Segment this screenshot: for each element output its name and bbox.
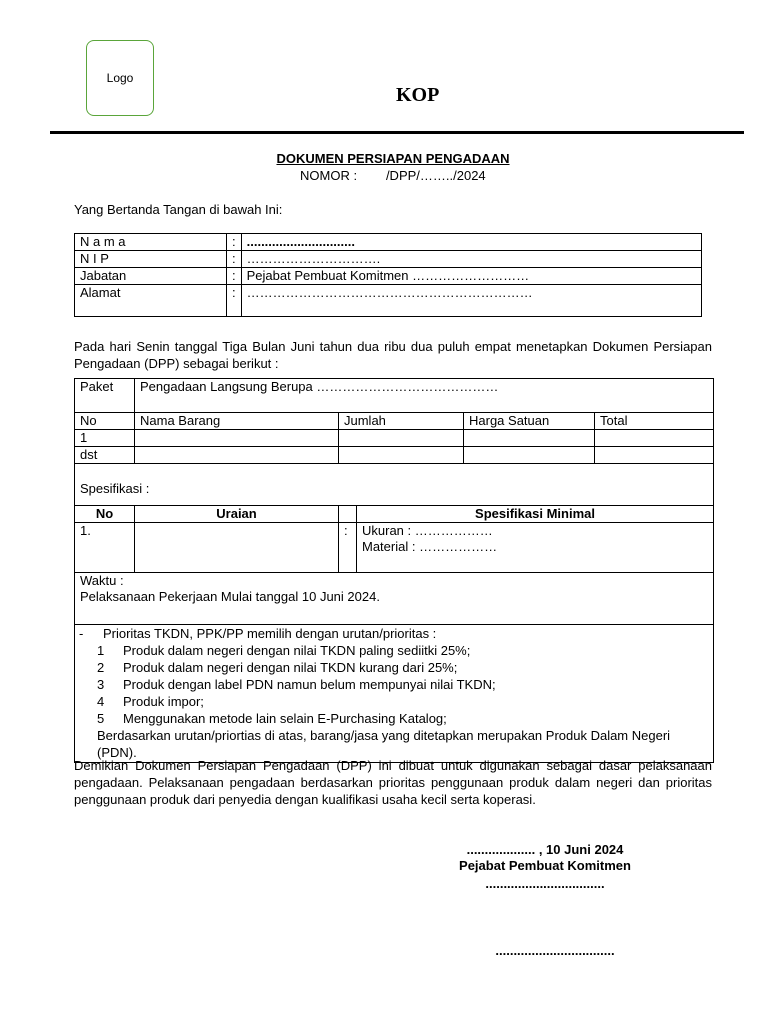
- signature-date: ................... , 10 Juni 2024: [466, 842, 624, 857]
- spec-cell-no: 1.: [75, 523, 135, 573]
- items-cell: [595, 447, 714, 464]
- items-cell: [339, 430, 464, 447]
- identity-sep: :: [227, 234, 242, 251]
- prioritas-item-number: 2: [97, 660, 105, 675]
- prioritas-heading-line: [79, 625, 709, 642]
- items-header-no: No: [75, 413, 135, 430]
- spec-cell-minimal: [357, 523, 714, 573]
- header-divider: [50, 131, 744, 134]
- spec-cell-sep: :: [339, 523, 357, 573]
- prioritas-item: [79, 659, 709, 676]
- identity-label: N I P: [75, 251, 227, 268]
- items-header-row: [75, 413, 714, 430]
- items-cell-no: dst: [75, 447, 135, 464]
- spesifikasi-row: [75, 464, 714, 506]
- waktu-text: Pelaksanaan Pekerjaan Mulai tanggal 10 Juni 2024.: [80, 589, 380, 604]
- intro-text: Yang Bertanda Tangan di bawah Ini:: [74, 202, 283, 217]
- signature-role: Pejabat Pembuat Komitmen: [459, 858, 631, 873]
- identity-row-alamat: [75, 285, 702, 317]
- spec-header-no: No: [75, 506, 135, 523]
- document-title: DOKUMEN PERSIAPAN PENGADAAN: [276, 151, 510, 166]
- prioritas-item-text: Produk dengan label PDN namun belum mempunyai nilai TKDN;: [123, 677, 496, 692]
- prioritas-item-text: Menggunakan metode lain selain E-Purchasing Katalog;: [123, 711, 447, 726]
- prioritas-item-text: Produk impor;: [123, 694, 204, 709]
- items-cell-no: 1: [75, 430, 135, 447]
- spec-header-row: [75, 506, 714, 523]
- identity-value: ………………………….: [241, 251, 701, 268]
- items-cell: [464, 447, 595, 464]
- identity-table: [74, 233, 702, 317]
- identity-label: N a m a: [75, 234, 227, 251]
- items-cell: [595, 430, 714, 447]
- spesifikasi-label: Spesifikasi :: [75, 464, 714, 506]
- items-cell: [464, 430, 595, 447]
- kop-heading: KOP: [396, 84, 440, 106]
- signature-name-line: .................................: [495, 943, 615, 958]
- items-row: [75, 430, 714, 447]
- paket-label: Paket: [75, 379, 135, 413]
- items-cell: [135, 430, 339, 447]
- waktu-cell: [75, 573, 714, 625]
- identity-row-nama: [75, 234, 702, 251]
- items-header-total: Total: [595, 413, 714, 430]
- prioritas-cell: [75, 625, 714, 763]
- spec-material: Material : ………………: [362, 539, 498, 554]
- signature-line: .................................: [485, 876, 605, 891]
- prioritas-item-text: Produk dalam negeri dengan nilai TKDN paling sediitki 25%;: [123, 643, 471, 658]
- prioritas-item-text: Produk dalam negeri dengan nilai TKDN kurang dari 25%;: [123, 660, 458, 675]
- identity-value: Pejabat Pembuat Komitmen ………………………: [241, 268, 701, 285]
- identity-value: …………………………………………………………: [241, 285, 701, 317]
- items-cell: [135, 447, 339, 464]
- logo-label: Logo: [106, 71, 134, 85]
- items-header-nama: Nama Barang: [135, 413, 339, 430]
- prioritas-heading: Prioritas TKDN, PPK/PP memilih dengan urutan/prioritas :: [102, 626, 437, 641]
- document-number: NOMOR : /DPP/……../2024: [300, 168, 486, 183]
- spec-header-uraian: Uraian: [135, 506, 339, 523]
- spec-header-sep: [339, 506, 357, 523]
- logo-placeholder: [86, 40, 154, 116]
- paket-row: [75, 379, 714, 413]
- identity-sep: :: [227, 251, 242, 268]
- paket-value: Pengadaan Langsung Berupa ……………………………………: [135, 379, 714, 413]
- spec-header-minimal: Spesifikasi Minimal: [357, 506, 714, 523]
- prioritas-item-number: 5: [97, 711, 105, 726]
- prioritas-row: [75, 625, 714, 763]
- prioritas-item: [79, 642, 709, 659]
- prioritas-item: [79, 710, 709, 727]
- procurement-table: [74, 378, 714, 763]
- identity-value: ..............................: [241, 234, 701, 251]
- prioritas-item-number: 4: [97, 694, 105, 709]
- prioritas-dash: -: [79, 626, 84, 641]
- spec-ukuran: Ukuran : ………………: [362, 523, 493, 538]
- waktu-row: [75, 573, 714, 625]
- identity-label: Alamat: [75, 285, 227, 317]
- prioritas-item: [79, 676, 709, 693]
- closing-paragraph: Demikian Dokumen Persiapan Pengadaan (DPP) ini dibuat untuk digunakan sebagai dasar pelaksanaan pengadaan. Pelaksanaan pengadaan berdasarkan prioritas penggunaan produk dalam negeri dan prioritas penggunaan produk dari penyedia dengan kualifikasi usaha kecil serta koperasi.: [74, 758, 712, 807]
- spec-row: [75, 523, 714, 573]
- identity-row-jabatan: [75, 268, 702, 285]
- items-header-jumlah: Jumlah: [339, 413, 464, 430]
- items-header-harga: Harga Satuan: [464, 413, 595, 430]
- prioritas-item: [79, 693, 709, 710]
- identity-row-nip: [75, 251, 702, 268]
- identity-sep: :: [227, 268, 242, 285]
- identity-label: Jabatan: [75, 268, 227, 285]
- prioritas-list: [79, 642, 709, 727]
- prioritas-closing: Berdasarkan urutan/priortias di atas, barang/jasa yang ditetapkan merupakan Produk Dalam Negeri (PDN).: [97, 728, 671, 760]
- waktu-label: Waktu :: [80, 573, 124, 588]
- prioritas-item-number: 1: [97, 643, 105, 658]
- identity-sep: :: [227, 285, 242, 317]
- opening-paragraph: Pada hari Senin tanggal Tiga Bulan Juni tahun dua ribu dua puluh empat menetapkan Dokumen Persiapan Pengadaan (DPP) sebagai berikut :: [74, 339, 712, 371]
- spec-cell-uraian: [135, 523, 339, 573]
- prioritas-item-number: 3: [97, 677, 105, 692]
- items-cell: [339, 447, 464, 464]
- items-row: [75, 447, 714, 464]
